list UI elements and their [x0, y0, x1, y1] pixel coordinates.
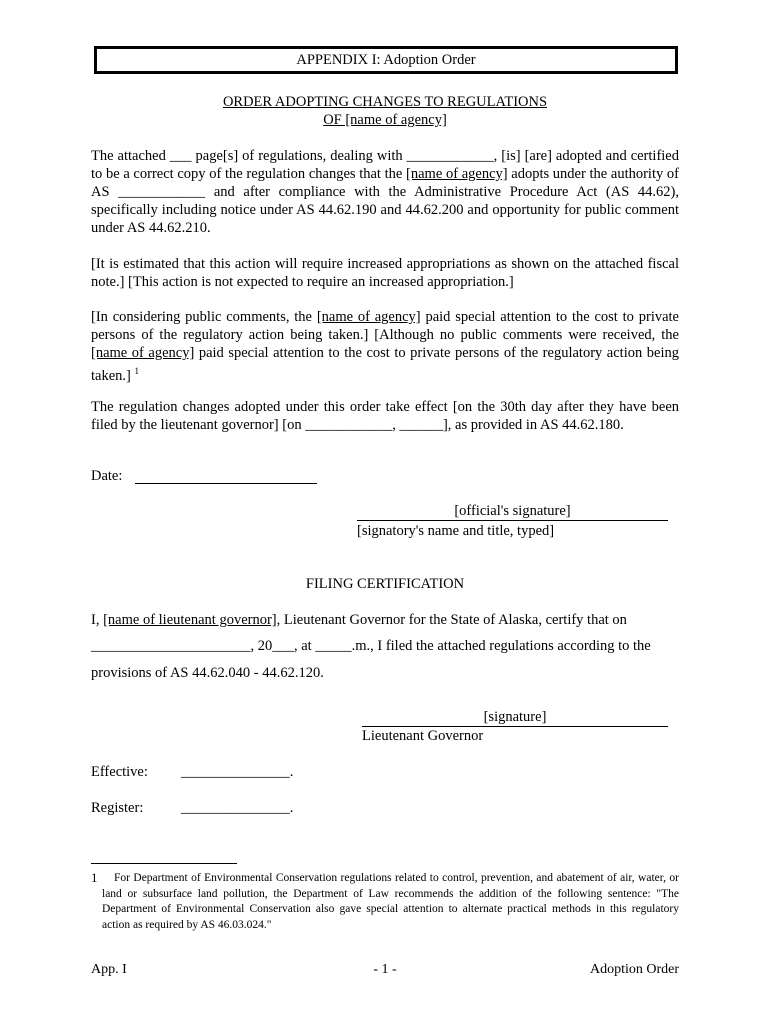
official-signature-line[interactable]	[357, 503, 668, 521]
paragraph-public-comments	[91, 308, 679, 385]
date-field-line[interactable]	[135, 483, 317, 484]
para3-text-a: [In considering public comments, the	[91, 309, 317, 325]
footnote-divider	[91, 863, 237, 864]
paragraph-fiscal-note: [It is estimated that this action will require increased appropriations as shown on the attached fiscal note.] [This action is not expected to require an increased appropriation.]	[91, 256, 679, 290]
footnote-text: For Department of Environmental Conservation regulations related to control, prevention, and abatement of air, water, or land or subsurface land pollution, the Department of Law recommends the addition of the following sentence: "The Department of Environmental Conservation also gave special attention to alternate practical methods in this regulatory action as required by AS 46.03.024."	[102, 872, 679, 931]
footnote-reference: 1	[134, 366, 139, 376]
agency-placeholder: [name of agency]	[316, 309, 421, 325]
filing-suffix: , Lieutenant Governor for the State of Alaska, certify that on	[276, 612, 627, 628]
filing-line-1	[91, 612, 627, 629]
agency-placeholder: [name of agency]	[91, 345, 195, 361]
official-signature-label: [official's signature]	[454, 503, 571, 519]
paragraph-adoption	[91, 147, 679, 237]
footer-page-number: - 1 -	[373, 962, 397, 977]
para3-text-b: paid special attention to the cost to private persons of the regulatory action being taken.] [Although no public comments were received, the	[91, 309, 679, 343]
effective-label: Effective:	[91, 764, 148, 780]
filing-prefix: I,	[91, 612, 104, 628]
lt-governor-placeholder: [name of lieutenant governor]	[103, 612, 277, 628]
footer-document-title: Adoption Order	[589, 962, 679, 977]
footer-appendix: App. I	[91, 962, 127, 977]
register-field[interactable]: _______________.	[181, 800, 294, 816]
lt-governor-title: Lieutenant Governor	[362, 728, 484, 744]
filing-certification-title: FILING CERTIFICATION	[305, 576, 465, 592]
para1-text-b: adopts under the authority of AS ____________ and after compliance with the Administrative Procedure Act (AS 44.62), specifically including notice under AS 44.62.190 and 44.62.200 and opportunity for public comment under AS 44.62.210.	[91, 166, 679, 236]
title-line-2	[0, 112, 770, 129]
agency-placeholder: [name of agency]	[406, 166, 508, 182]
para1-text-a: The attached ___ page[s] of regulations, dealing with ____________, [is] [are] adopted and certified to be a correct copy of the regulation changes that the	[91, 148, 679, 182]
appendix-header-box: APPENDIX I: Adoption Order	[94, 46, 678, 74]
order-subtitle: OF [name of agency]	[323, 112, 447, 128]
para3-text-c: paid special attention to the cost to private persons of the regulatory action being taken.]	[91, 345, 679, 384]
paragraph-effective-date: The regulation changes adopted under this order take effect [on the 30th day after they have been filed by the lieutenant governor] [on ____________, ______], as provided in AS 44.62.180.	[91, 399, 679, 433]
filing-line-2: ______________________, 20___, at _____.m., I filed the attached regulations according to the	[91, 638, 651, 654]
footnote-number: 1	[91, 870, 98, 885]
order-title: ORDER ADOPTING CHANGES TO REGULATIONS	[222, 94, 548, 110]
filing-line-3: provisions of AS 44.62.040 - 44.62.120.	[91, 665, 324, 681]
signature-label: [signature]	[483, 709, 547, 725]
date-label: Date:	[91, 468, 123, 484]
lt-governor-signature-line[interactable]	[362, 709, 668, 727]
title-line-1	[0, 94, 770, 111]
signatory-name-title: [signatory's name and title, typed]	[357, 523, 555, 539]
register-label: Register:	[91, 800, 144, 816]
effective-field[interactable]: _______________.	[181, 764, 294, 780]
